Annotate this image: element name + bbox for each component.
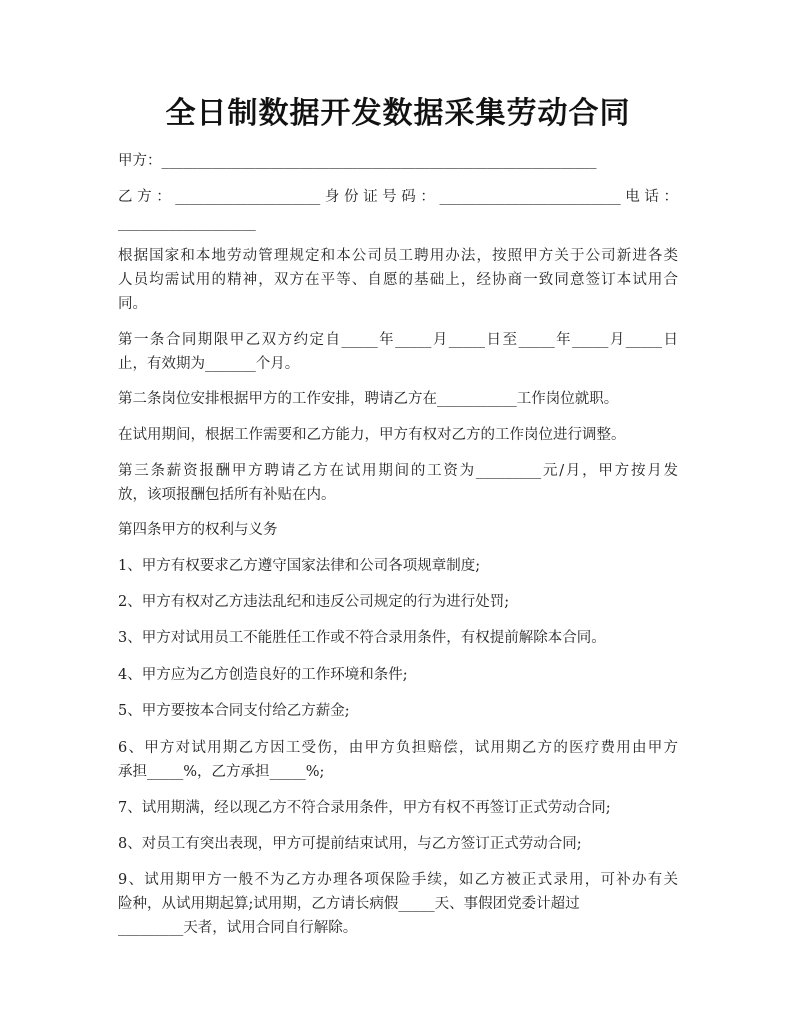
clause-6-line-2: 承担_____%，乙方承担_____%; (118, 764, 325, 780)
clause-9-line-1: 9、试用期甲方一般不为乙方办理各项保险手续，如乙方被正式录用，可补办有关 (118, 872, 678, 888)
article-2-line: 第二条岗位安排根据甲方的工作安排，聘请乙方在___________工作岗位就职。 (118, 391, 619, 407)
party-a-line: 甲方：____________________________________________________________ (118, 153, 597, 169)
clause-9-line-3: _________天者，试用合同自行解除。 (118, 920, 358, 936)
clause-1: 1、甲方有权要求乙方遵守国家法律和公司各项规章制度; (118, 558, 481, 574)
article-3-line-1: 第三条薪资报酬甲方聘请乙方在试用期间的工资为_________元/月，甲方按月发 (118, 463, 678, 479)
intro-line-2: 人员均需试用的精神，双方在平等、自愿的基础上，经协商一致同意签订本试用合 (118, 272, 678, 288)
phone-blank-line: ___________________ (118, 215, 256, 231)
intro-line-3: 同。 (118, 296, 147, 312)
clause-9-line-2: 险种，从试用期起算;试用期，乙方请长病假_____天、事假团党委计超过 (118, 896, 580, 912)
clause-5: 5、甲方要按本合同支付给乙方薪金; (118, 703, 350, 719)
clause-2: 2、甲方有权对乙方违法乱纪和违反公司规定的行为进行处罚; (118, 594, 510, 610)
article-4-heading: 第四条甲方的权利与义务 (118, 522, 278, 538)
article-3-line-2: 放，该项报酬包括所有补贴在内。 (118, 487, 336, 503)
clause-4: 4、甲方应为乙方创造良好的工作环境和条件; (118, 667, 408, 683)
clause-6-line-1: 6、甲方对试用期乙方因工受伤，由甲方负担赔偿，试用期乙方的医疗费用由甲方 (118, 740, 678, 756)
party-b-line: 乙方：____________________身份证号码：_________________________电话： (118, 189, 678, 205)
clause-3: 3、甲方对试用员工不能胜任工作或不符合录用条件，有权提前解除本合同。 (118, 630, 606, 646)
article-1-line-1: 第一条合同期限甲乙双方约定自_____年_____月_____日至_____年_____月_____日 (118, 332, 678, 348)
clause-7: 7、试用期满，经以现乙方不符合录用条件，甲方有权不再签订正式劳动合同; (118, 800, 611, 816)
document-title: 全日制数据开发数据采集劳动合同 (165, 96, 631, 131)
probation-adjust-line: 在试用期间，根据工作需要和乙方能力，甲方有权对乙方的工作岗位进行调整。 (118, 427, 626, 443)
article-1-line-2: 止，有效期为_______个月。 (118, 356, 300, 372)
clause-8: 8、对员工有突出表现，甲方可提前结束试用，与乙方签订正式劳动合同; (118, 836, 582, 852)
intro-line-1: 根据国家和本地劳动管理规定和本公司员工聘用办法，按照甲方关于公司新进各类 (118, 248, 678, 264)
